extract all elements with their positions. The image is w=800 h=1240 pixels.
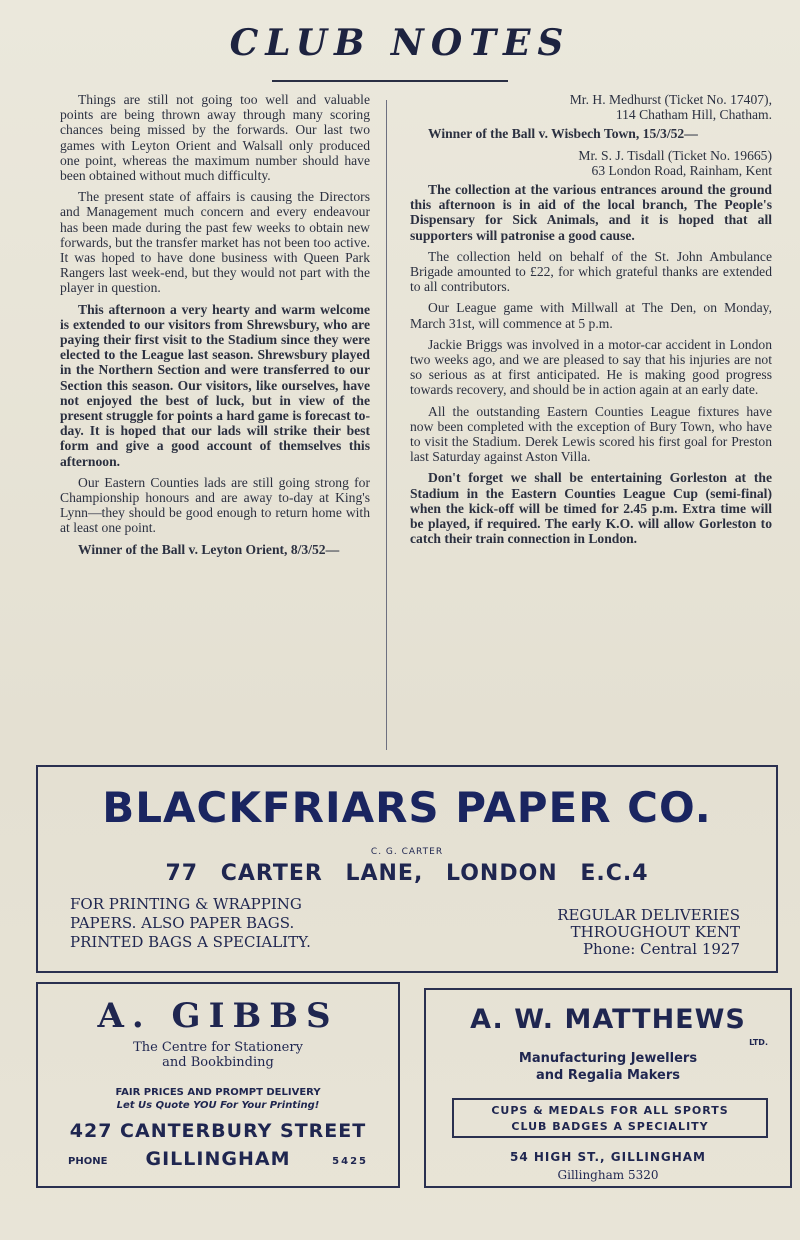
address: 54 HIGH ST., GILLINGHAM — [510, 1150, 706, 1164]
speciality-line: CUPS & MEDALS FOR ALL SPORTS — [491, 1104, 729, 1117]
proprietor: C. G. CARTER — [370, 847, 444, 857]
paragraph: The collection at the various entrances around the ground this afternoon is in aid of the local branch, The People's Dispensary for Sick Animals, and it is hoped that all supporters will patronise a good cause. — [410, 182, 772, 243]
page-title: CLUB NOTES — [229, 22, 571, 64]
tagline — [38, 1040, 398, 1070]
service-line: PRINTED BAGS A SPECIALITY. — [70, 933, 311, 951]
service-line: FOR PRINTING & WRAPPING — [70, 895, 302, 913]
ad-blackfriars — [36, 765, 778, 973]
paragraph: Jackie Briggs was involved in a motor-car accident in London two weeks ago, and we are pleased to say that his injuries are not so serious as at first anticipated. He is making good progress towards recovery, and should be in action again at an early date. — [410, 336, 772, 398]
winner-address: 63 London Road, Rainham, Kent — [591, 162, 772, 178]
street-address: 427 CANTERBURY STREET — [69, 1120, 367, 1142]
ltd-label: LTD. — [749, 1038, 768, 1047]
title-underline — [272, 80, 508, 82]
delivery-line: REGULAR DELIVERIES — [557, 906, 740, 924]
paragraph: Winner of the Ball v. Wisbech Town, 15/3/52— — [428, 126, 698, 142]
makers-line: Manufacturing Jewellers — [518, 1051, 698, 1066]
promo-line: Let Us Quote YOU For Your Printing! — [116, 1100, 320, 1111]
phone-number: 5425 — [332, 1156, 368, 1167]
tagline-line: The Centre for Stationery — [133, 1040, 303, 1055]
speciality-line: CLUB BADGES A SPECIALITY — [511, 1120, 709, 1133]
phone: Gillingham 5320 — [557, 1168, 659, 1182]
phone-label: PHONE — [68, 1156, 108, 1167]
service-line: PAPERS. ALSO PAPER BAGS. — [70, 914, 295, 932]
paragraph: The collection held on behalf of the St. John Ambulance Brigade amounted to £22, for which grateful thanks are extended to all contributors. — [410, 248, 772, 295]
paragraph: Things are still not going too well and valuable points are being thrown away through many scoring chances being missed by the forwards. Our last two games with Leyton Orient and Walsall only produced one point, whereas the maximum number should have been obtained without much difficulty. — [60, 92, 370, 184]
winner-address: 114 Chatham Hill, Chatham. — [615, 107, 772, 123]
town: GILLINGHAM — [145, 1148, 291, 1170]
paragraph: Our Eastern Counties lads are still going strong for Championship honours and are away to-day at King's Lynn—they should be good enough to return home with at least one point. — [60, 474, 370, 536]
specialities-box — [452, 1098, 768, 1138]
winner-name: Mr. H. Medhurst (Ticket No. 17407), — [569, 92, 772, 107]
paragraph: This afternoon a very hearty and warm welcome is extended to our visitors from Shrewsbury, who are paying their first visit to the Stadium since they were elected to the League last season. Shrewsbury played in the Northern Section and were transferred to our Section this season. Our visitors, like ourselves, have not enjoyed the best of luck, but in view of the present struggle for points a hard game is forecast to-day. It is hoped that our lads will strike their best form and give a good account of themselves this afternoon. — [60, 301, 370, 469]
address: 77 CARTER LANE, LONDON E.C.4 — [165, 861, 649, 886]
paragraph: Don't forget we shall be entertaining Gorleston at the Stadium in the Eastern Counties League Cup (semi-final) when the kick-off will be timed for 2.45 p.m. Extra time will be played, if required. The early K.O. will allow Gorleston to catch their train connection in London. — [410, 470, 772, 547]
promo — [38, 1086, 398, 1112]
phone: Phone: Central 1927 — [582, 940, 740, 958]
winner-name: Mr. S. J. Tisdall (Ticket No. 19665) — [578, 147, 772, 163]
services — [70, 895, 311, 952]
makers-line: and Regalia Makers — [536, 1068, 680, 1083]
paragraph: All the outstanding Eastern Counties League fixtures have now been completed with the exception of Bury Town, who have to visit the Stadium. Derek Lewis scored his first goal for Preston last Saturday against Aston Villa. — [410, 403, 772, 465]
column-divider — [386, 100, 387, 750]
makers — [426, 1050, 790, 1084]
right-column — [410, 92, 772, 552]
delivery-line: THROUGHOUT KENT — [570, 923, 740, 941]
paragraph: The present state of affairs is causing the Directors and Management much concern and every endeavour has been made during the past few weeks to obtain new forwards, but the transfer market has not been too active. It was hoped to have done business with Queen Park Rangers last week-end, but they would not part with the player in question. — [60, 189, 370, 296]
paragraph: Our League game with Millwall at The Den, on Monday, March 31st, will commence at 5 p.m. — [410, 300, 772, 331]
paragraph: Winner of the Ball v. Leyton Orient, 8/3/52— — [78, 541, 340, 557]
ad-gibbs — [36, 982, 400, 1188]
advertiser-name: BLACKFRIARS PAPER CO. — [102, 783, 712, 832]
deliveries — [557, 907, 740, 958]
advertiser-name: A. GIBBS — [97, 996, 339, 1036]
promo-line: FAIR PRICES AND PROMPT DELIVERY — [115, 1087, 321, 1098]
advertiser-name: A. W. MATTHEWS — [470, 1004, 746, 1035]
tagline-line: and Bookbinding — [162, 1055, 274, 1070]
ad-matthews — [424, 988, 792, 1188]
left-column — [60, 92, 370, 563]
